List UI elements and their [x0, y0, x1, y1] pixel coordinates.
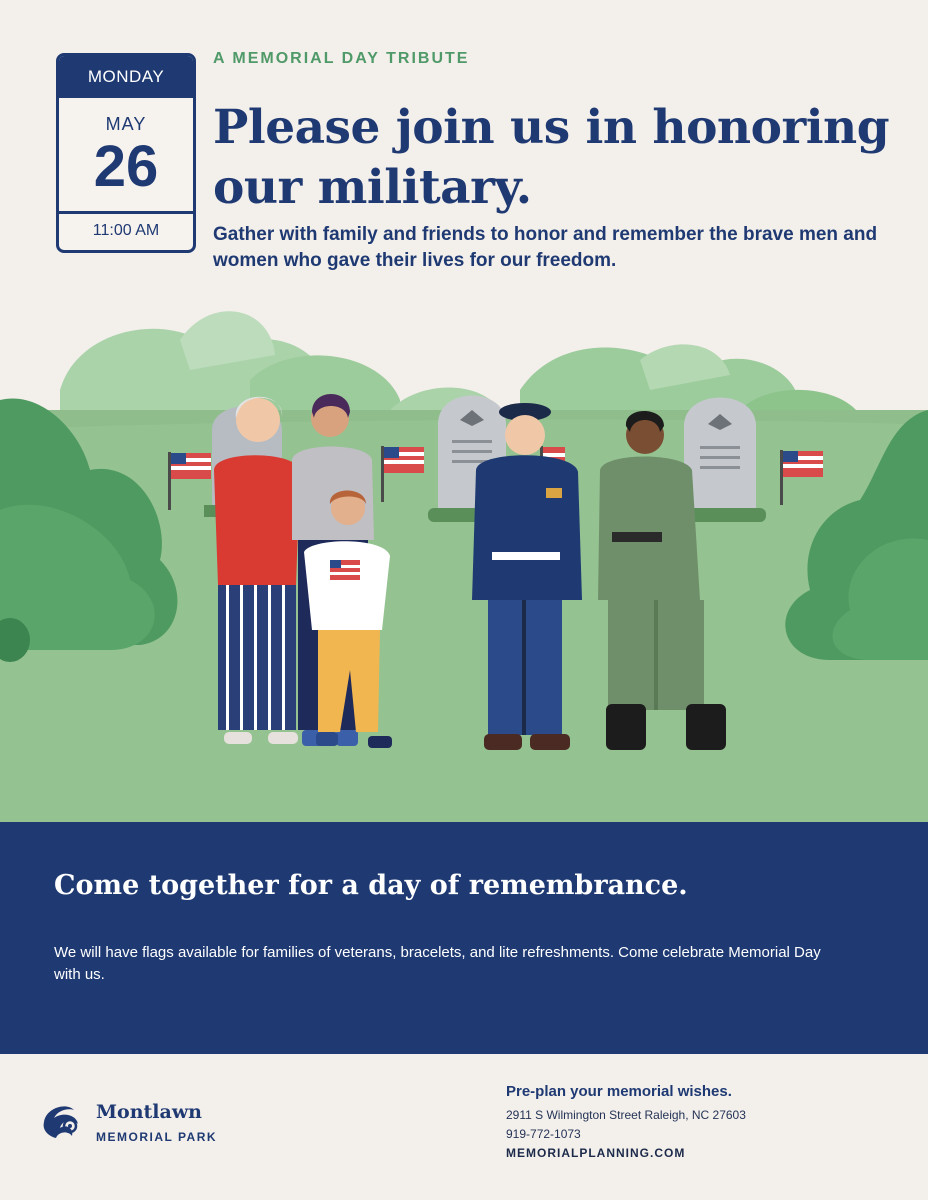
logo-emblem-icon [40, 1100, 90, 1144]
website-link[interactable]: MEMORIALPLANNING.COM [506, 1146, 686, 1160]
event-time: 11:00 AM [59, 211, 193, 250]
kicker-heading: A MEMORIAL DAY TRIBUTE [213, 50, 470, 67]
event-month: MAY [105, 114, 147, 134]
cemetery-illustration [0, 300, 928, 822]
info-band [0, 822, 928, 1054]
page-title: Please join us in honoring our military. [213, 100, 890, 215]
contact-heading: Pre-plan your memorial wishes. [506, 1083, 732, 1100]
event-calendar-card [56, 53, 196, 253]
address-text: 2911 S Wilmington Street Raleigh, NC 27603 [506, 1108, 746, 1122]
montlawn-logo [40, 1098, 230, 1148]
logo-name: Montlawn [96, 1101, 202, 1123]
event-date: 26 [93, 134, 159, 199]
phone-text: 919-772-1073 [506, 1127, 581, 1141]
contact-block [506, 1083, 906, 1163]
intro-text: Gather with family and friends to honor and remember the brave men and women who gave their lives for our freedom. [213, 224, 878, 271]
band-heading: Come together for a day of remembrance. [54, 870, 688, 901]
event-weekday: MONDAY [59, 56, 193, 98]
logo-subtitle: MEMORIAL PARK [96, 1130, 218, 1144]
band-body-text: We will have flags available for families of veterans, bracelets, and lite refreshments. Come celebrate Memorial Day with us. [54, 944, 821, 983]
